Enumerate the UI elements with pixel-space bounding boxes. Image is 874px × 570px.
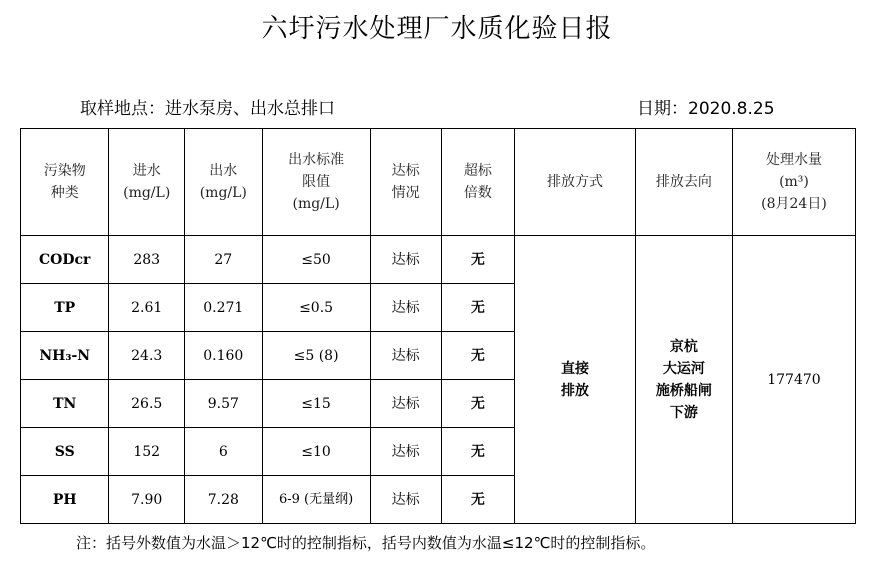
table-header-row [21,129,856,236]
status-value: 达标 [370,428,441,476]
footnote: 注：括号外数值为水温＞12℃时的控制指标，括号内数值为水温≤12℃时的控制指标。 [76,534,656,552]
exceed-value: 无 [441,476,514,524]
inflow-value: 7.90 [109,476,185,524]
limit-value: ≤50 [262,236,370,284]
limit-value: ≤10 [262,428,370,476]
header-outflow: 出水 (mg/L) [184,129,262,236]
exceed-value: 无 [441,284,514,332]
pollutant-name: SS [21,428,109,476]
status-value: 达标 [370,476,441,524]
pollutant-name: CODcr [21,236,109,284]
outflow-value: 0.160 [184,332,262,380]
exceed-value: 无 [441,380,514,428]
header-limit: 出水标准 限值 (mg/L) [262,129,370,236]
status-value: 达标 [370,332,441,380]
inflow-value: 24.3 [109,332,185,380]
header-inflow: 进水 (mg/L) [109,129,185,236]
inflow-value: 283 [109,236,185,284]
outflow-value: 27 [184,236,262,284]
sampling-location: 取样地点：进水泵房、出水总排口 [80,99,335,119]
exceed-value: 无 [441,428,514,476]
pollutant-name: TP [21,284,109,332]
report-title: 六圩污水处理厂水质化验日报 [261,14,613,44]
report-date: 日期：2020.8.25 [637,99,775,119]
outflow-value: 0.271 [184,284,262,332]
table-row [21,236,856,284]
inflow-value: 2.61 [109,284,185,332]
status-value: 达标 [370,380,441,428]
header-method: 排放方式 [515,129,636,236]
outflow-value: 9.57 [184,380,262,428]
status-value: 达标 [370,236,441,284]
inflow-value: 152 [109,428,185,476]
exceed-value: 无 [441,332,514,380]
limit-value: ≤5 (8) [262,332,370,380]
header-exceed: 超标 倍数 [441,129,514,236]
pollutant-name: TN [21,380,109,428]
header-pollutant: 污染物 种类 [21,129,109,236]
water-quality-table [20,128,856,524]
limit-value: ≤15 [262,380,370,428]
pollutant-name: PH [21,476,109,524]
treated-volume: 177470 [732,236,855,524]
limit-value: 6-9 (无量纲) [262,476,370,524]
outflow-value: 7.28 [184,476,262,524]
inflow-value: 26.5 [109,380,185,428]
exceed-value: 无 [441,236,514,284]
header-destination: 排放去向 [635,129,732,236]
outflow-value: 6 [184,428,262,476]
pollutant-name: NH₃-N [21,332,109,380]
discharge-method: 直接 排放 [515,236,636,524]
limit-value: ≤0.5 [262,284,370,332]
status-value: 达标 [370,284,441,332]
header-status: 达标 情况 [370,129,441,236]
discharge-destination: 京杭 大运河 施桥船闸 下游 [635,236,732,524]
header-volume: 处理水量 (m³) (8月24日) [732,129,855,236]
